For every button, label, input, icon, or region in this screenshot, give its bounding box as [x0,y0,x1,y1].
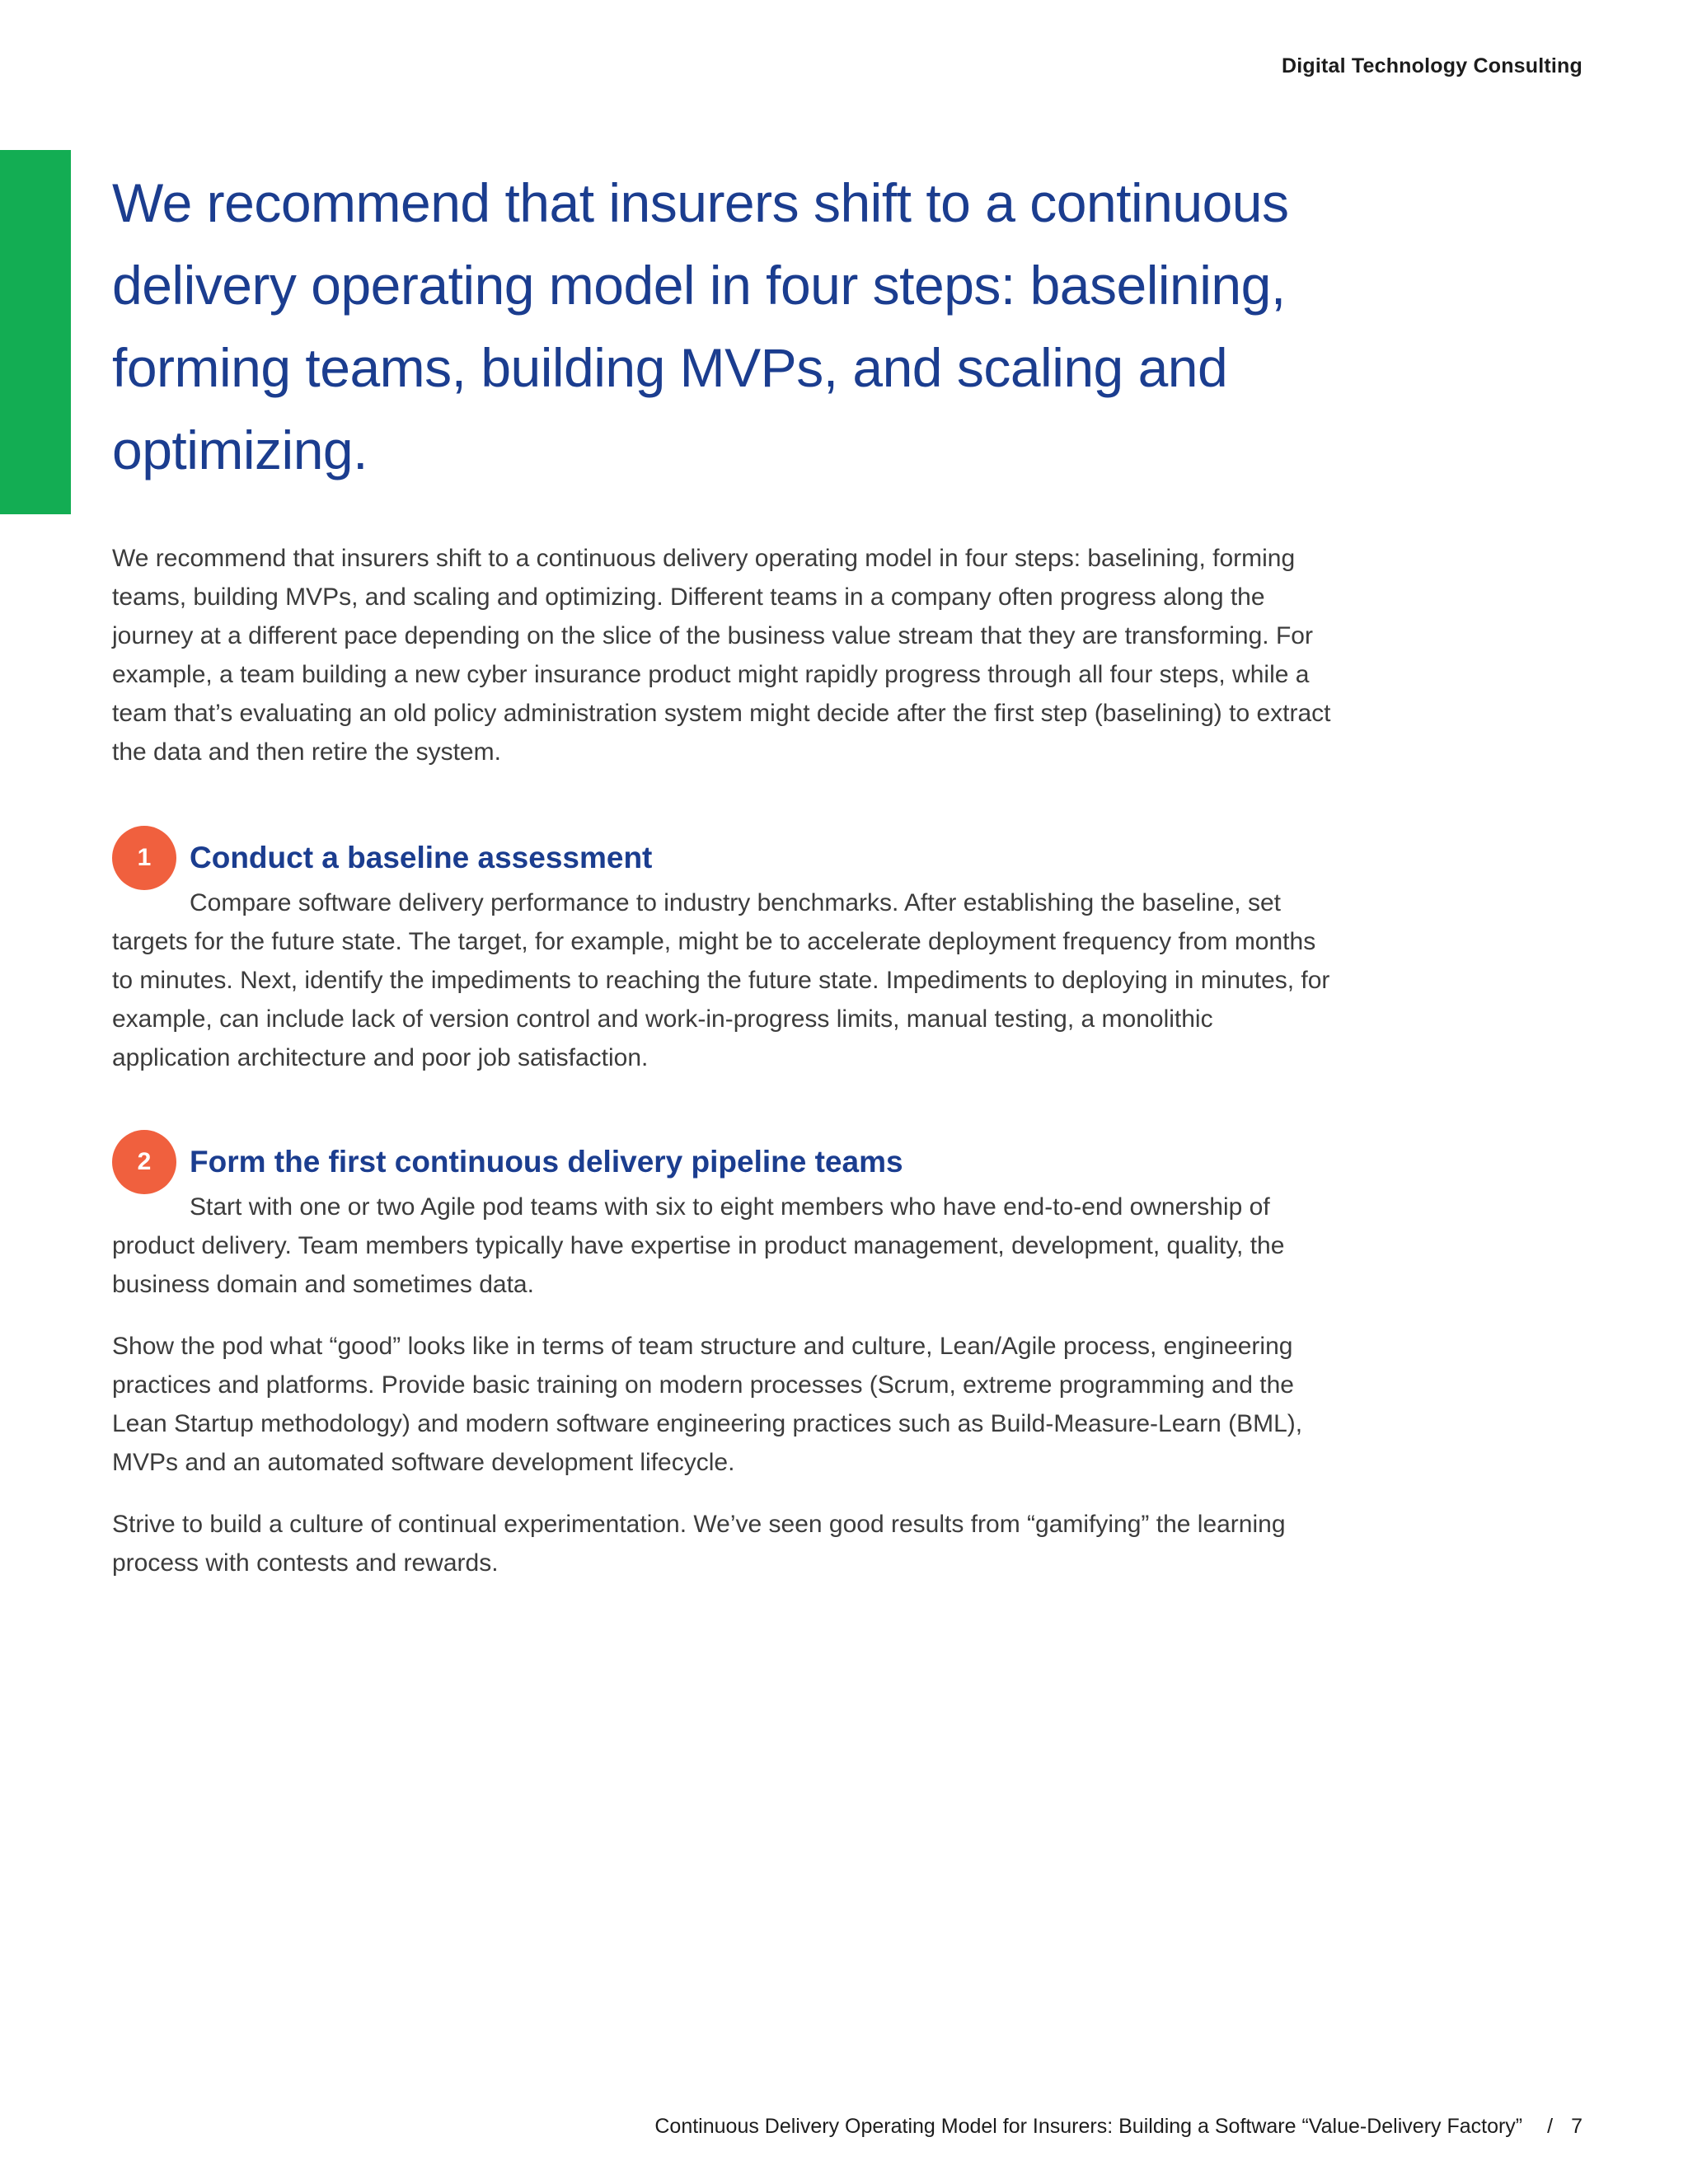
step-heading [112,826,1332,890]
intro-paragraph: We recommend that insurers shift to a continuous delivery operating model in four steps: baselining, forming teams, building MVPs, and scaling and optimizing. Different teams in a company often progress along the journey at a different pace depending on the slice of the business value stream that they are transforming. For example, a team building a new cyber insurance product might rapidly progress through all four steps, while a team that’s evaluating an old policy administration system might decide after the first step (baselining) to extract the data and then retire the system. [112,545,1331,766]
step-heading [112,1130,1332,1194]
step-number-badge: 1 [112,826,176,890]
main-content [112,539,1332,1635]
step-body [112,1188,1332,1582]
header-brand: Digital Technology Consulting [1281,54,1582,77]
page-number: 7 [1571,2115,1582,2138]
step-number-badge: 2 [112,1130,176,1194]
step-paragraph: Show the pod what “good” looks like in terms of team structure and culture, Lean/Agile process, engineering practices and platforms. Provide basic training on modern processes (Scrum, extreme programming and the Lean Startup methodology) and modern software engineering practices such as Build-Measure-Learn (BML), MVPs and an automated software development lifecycle. [112,1333,1303,1476]
step-body [112,883,1332,1077]
step-paragraph: Start with one or two Agile pod teams with six to eight members who have end-to-end ownership of product delivery. Team members typically have expertise in product management, development, quality, the business domain and sometimes data. [112,1193,1285,1298]
accent-bar [0,150,71,514]
footer-title: Continuous Delivery Operating Model for Insurers: Building a Software “Value-Delivery Factory” [654,2115,1523,2138]
page-headline: We recommend that insurers shift to a continuous delivery operating model in four steps: baselining, forming teams, building MVPs, and scaling and optimizing. [112,172,1289,480]
step-2 [112,1130,1332,1582]
page-footer [654,2115,1582,2139]
step-1 [112,826,1332,1077]
step-paragraph: Strive to build a culture of continual experimentation. We’ve seen good results from “gamifying” the learning process with contests and rewards. [112,1511,1286,1577]
footer-separator: / [1547,2115,1554,2138]
step-paragraph: Compare software delivery performance to industry benchmarks. After establishing the baseline, set targets for the future state. The target, for example, might be to accelerate deployment frequency from months to minutes. Next, identify the impediments to reaching the future state. Impediments to deploying in minutes, for example, can include lack of version control and work-in-progress limits, manual testing, a monolithic application architecture and poor job satisfaction. [112,889,1330,1071]
step-title: Form the first continuous delivery pipeline teams [190,1145,903,1179]
step-title: Conduct a baseline assessment [190,841,653,874]
